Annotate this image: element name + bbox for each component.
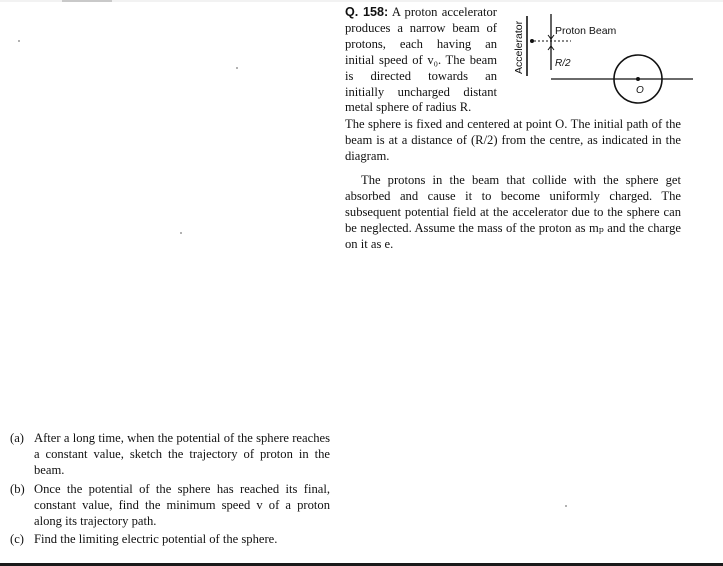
subquestion-label: (b) bbox=[10, 481, 25, 496]
top-scrap-mark bbox=[62, 0, 112, 2]
subquestion-label: (c) bbox=[10, 532, 24, 547]
subquestion-text: Find the limiting electric potential of the sphere. bbox=[34, 532, 278, 547]
subquestion-item bbox=[10, 431, 330, 479]
proton-beam-label: Proton Beam bbox=[555, 25, 617, 37]
proton-beam-diagram bbox=[505, 8, 695, 118]
question-paragraph-1: The sphere is fixed and centered at point O. The initial path of the beam is at a distance of (R/2) from the centre, as indicated in the diagram. bbox=[345, 117, 681, 163]
subquestion-item bbox=[10, 532, 330, 548]
accelerator-label: Accelerator bbox=[513, 20, 525, 74]
subquestion-label: (a) bbox=[10, 431, 24, 445]
subquestion-text: After a long time, when the potential of the sphere reaches a constant value, sketch the trajectory of proton in the beam. bbox=[34, 431, 330, 477]
sphere-center-dot bbox=[636, 77, 640, 81]
subquestion-list bbox=[10, 431, 330, 551]
question-number: Q. 158: bbox=[345, 5, 389, 19]
subquestion-item bbox=[10, 482, 330, 530]
offset-label: R/2 bbox=[555, 58, 571, 69]
scan-speck bbox=[180, 232, 182, 234]
center-label: O bbox=[636, 85, 644, 96]
scan-speck bbox=[236, 67, 238, 69]
subquestion-text: Once the potential of the sphere has reached its final, constant value, find the minimum speed v of a proton along its trajectory path. bbox=[34, 481, 330, 528]
emitter-dot bbox=[530, 39, 534, 43]
question-intro-text: A proton accelerator produces a narrow beam of protons, each having an initial speed of v₀. The beam is directed towards an initially uncharged distant metal sphere of radius R. bbox=[345, 5, 497, 115]
question-paragraph-2: The protons in the beam that collide with the sphere get absorbed and cause it to become uniformly charged. The subsequent potential field at the accelerator due to the sphere can be neglected. Assume the mass of the proton as mₚ and the charge on it as e. bbox=[345, 173, 681, 251]
diagram-svg bbox=[505, 8, 695, 118]
question-intro bbox=[345, 5, 497, 116]
scan-speck bbox=[18, 40, 20, 42]
scan-speck bbox=[565, 505, 567, 507]
